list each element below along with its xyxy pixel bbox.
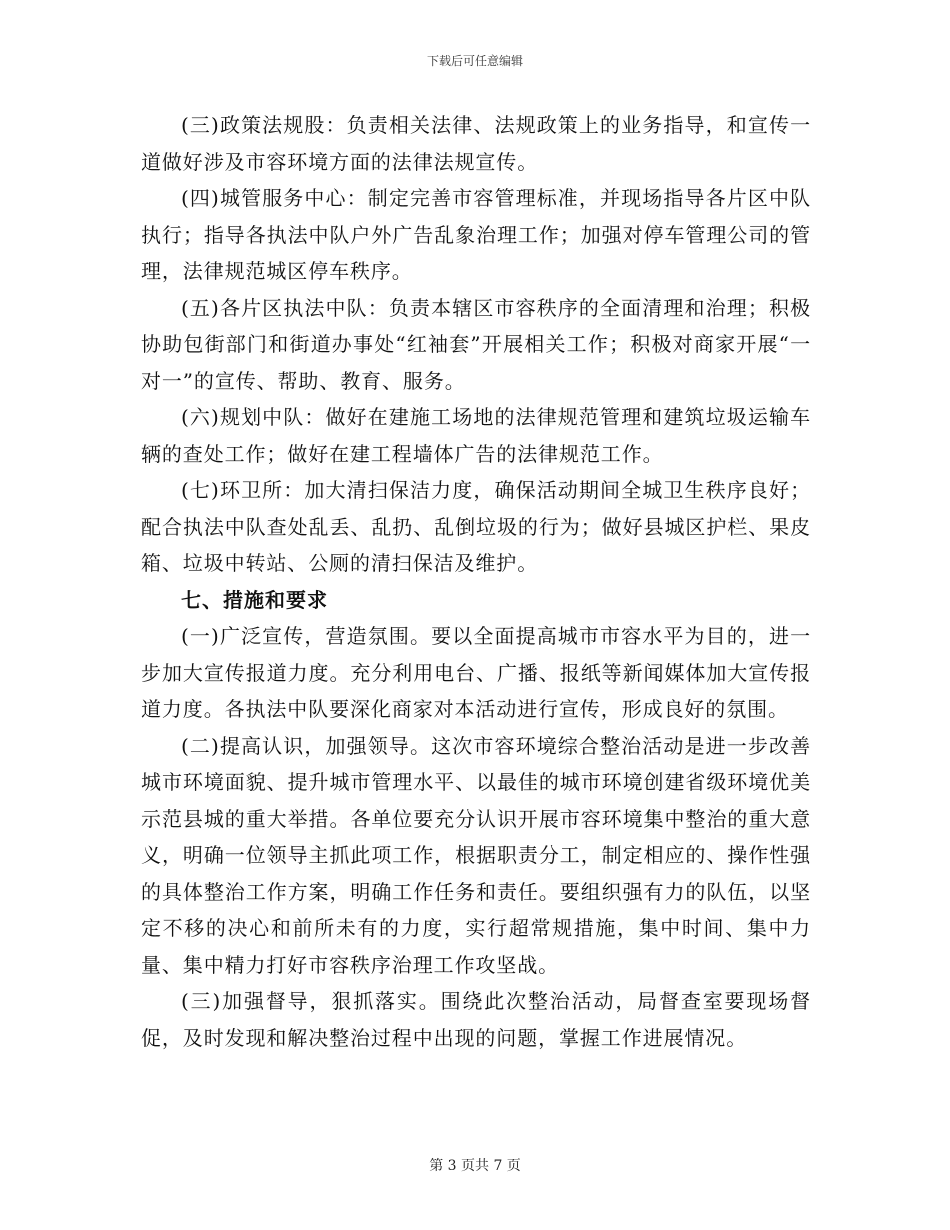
paragraph-policy-regulation: (三)政策法规股：负责相关法律、法规政策上的业务指导，和宣传一道做好涉及市容环境方面的法律法规宣传。 [141,113,811,174]
paragraph-leadership: (二)提高认识，加强领导。这次市容环境综合整治活动是进一步改善城市环境面貌、提升城市管理水平、以最佳的城市环境创建省级环境优美示范县城的重大举措。各单位要充分认识开展市容环境集中整治的重大意义，明确一位领导主抓此项工作，根据职责分工，制定相应的、操作性强的具体整治工作方案，明确工作任务和责任。要组织强有力的队伍，以坚定不移的决心和前所未有的力度，实行超常规措施，集中时间、集中力量、集中精力打好市容秩序治理工作攻坚战。 [141,733,811,977]
paragraph-service-center: (四)城管服务中心：制定完善市容管理标准，并现场指导各片区中队执行；指导各执法中队户外广告乱象治理工作；加强对停车管理公司的管理，法律规范城区停车秩序。 [141,186,811,283]
section-heading: 七、措施和要求 [181,587,328,612]
paragraph-district-squads: (五)各片区执法中队：负责本辖区市容秩序的全面清理和治理；积极协助包街部门和街道办事处“红袖套”开展相关工作；积极对商家开展“一对一”的宣传、帮助、教育、服务。 [141,295,811,393]
page-header: 下载后可任意编辑 [426,54,523,68]
page-footer: 第 3 页共 7 页 [429,1158,521,1174]
document-body [141,107,811,1056]
paragraph-publicity: (一)广泛宣传，营造氛围。要以全面提高城市市容水平为目的，进一步加大宣传报道力度。充分利用电台、广播、报纸等新闻媒体加大宣传报道力度。各执法中队要深化商家对本活动进行宣传，形成良好的氛围。 [141,624,811,721]
paragraph-sanitation: (七)环卫所：加大清扫保洁力度，确保活动期间全城卫生秩序良好；配合执法中队查处乱丢、乱扔、乱倒垃圾的行为；做好县城区护栏、果皮箱、垃圾中转站、公厕的清扫保洁及维护。 [141,478,811,575]
paragraph-supervision: (三)加强督导，狠抓落实。围绕此次整治活动，局督查室要现场督促，及时发现和解决整治过程中出现的问题，掌握工作进展情况。 [141,989,811,1050]
paragraph-planning-squad: (六)规划中队：做好在建施工场地的法律规范管理和建筑垃圾运输车辆的查处工作；做好在建工程墙体广告的法律规范工作。 [141,405,811,466]
